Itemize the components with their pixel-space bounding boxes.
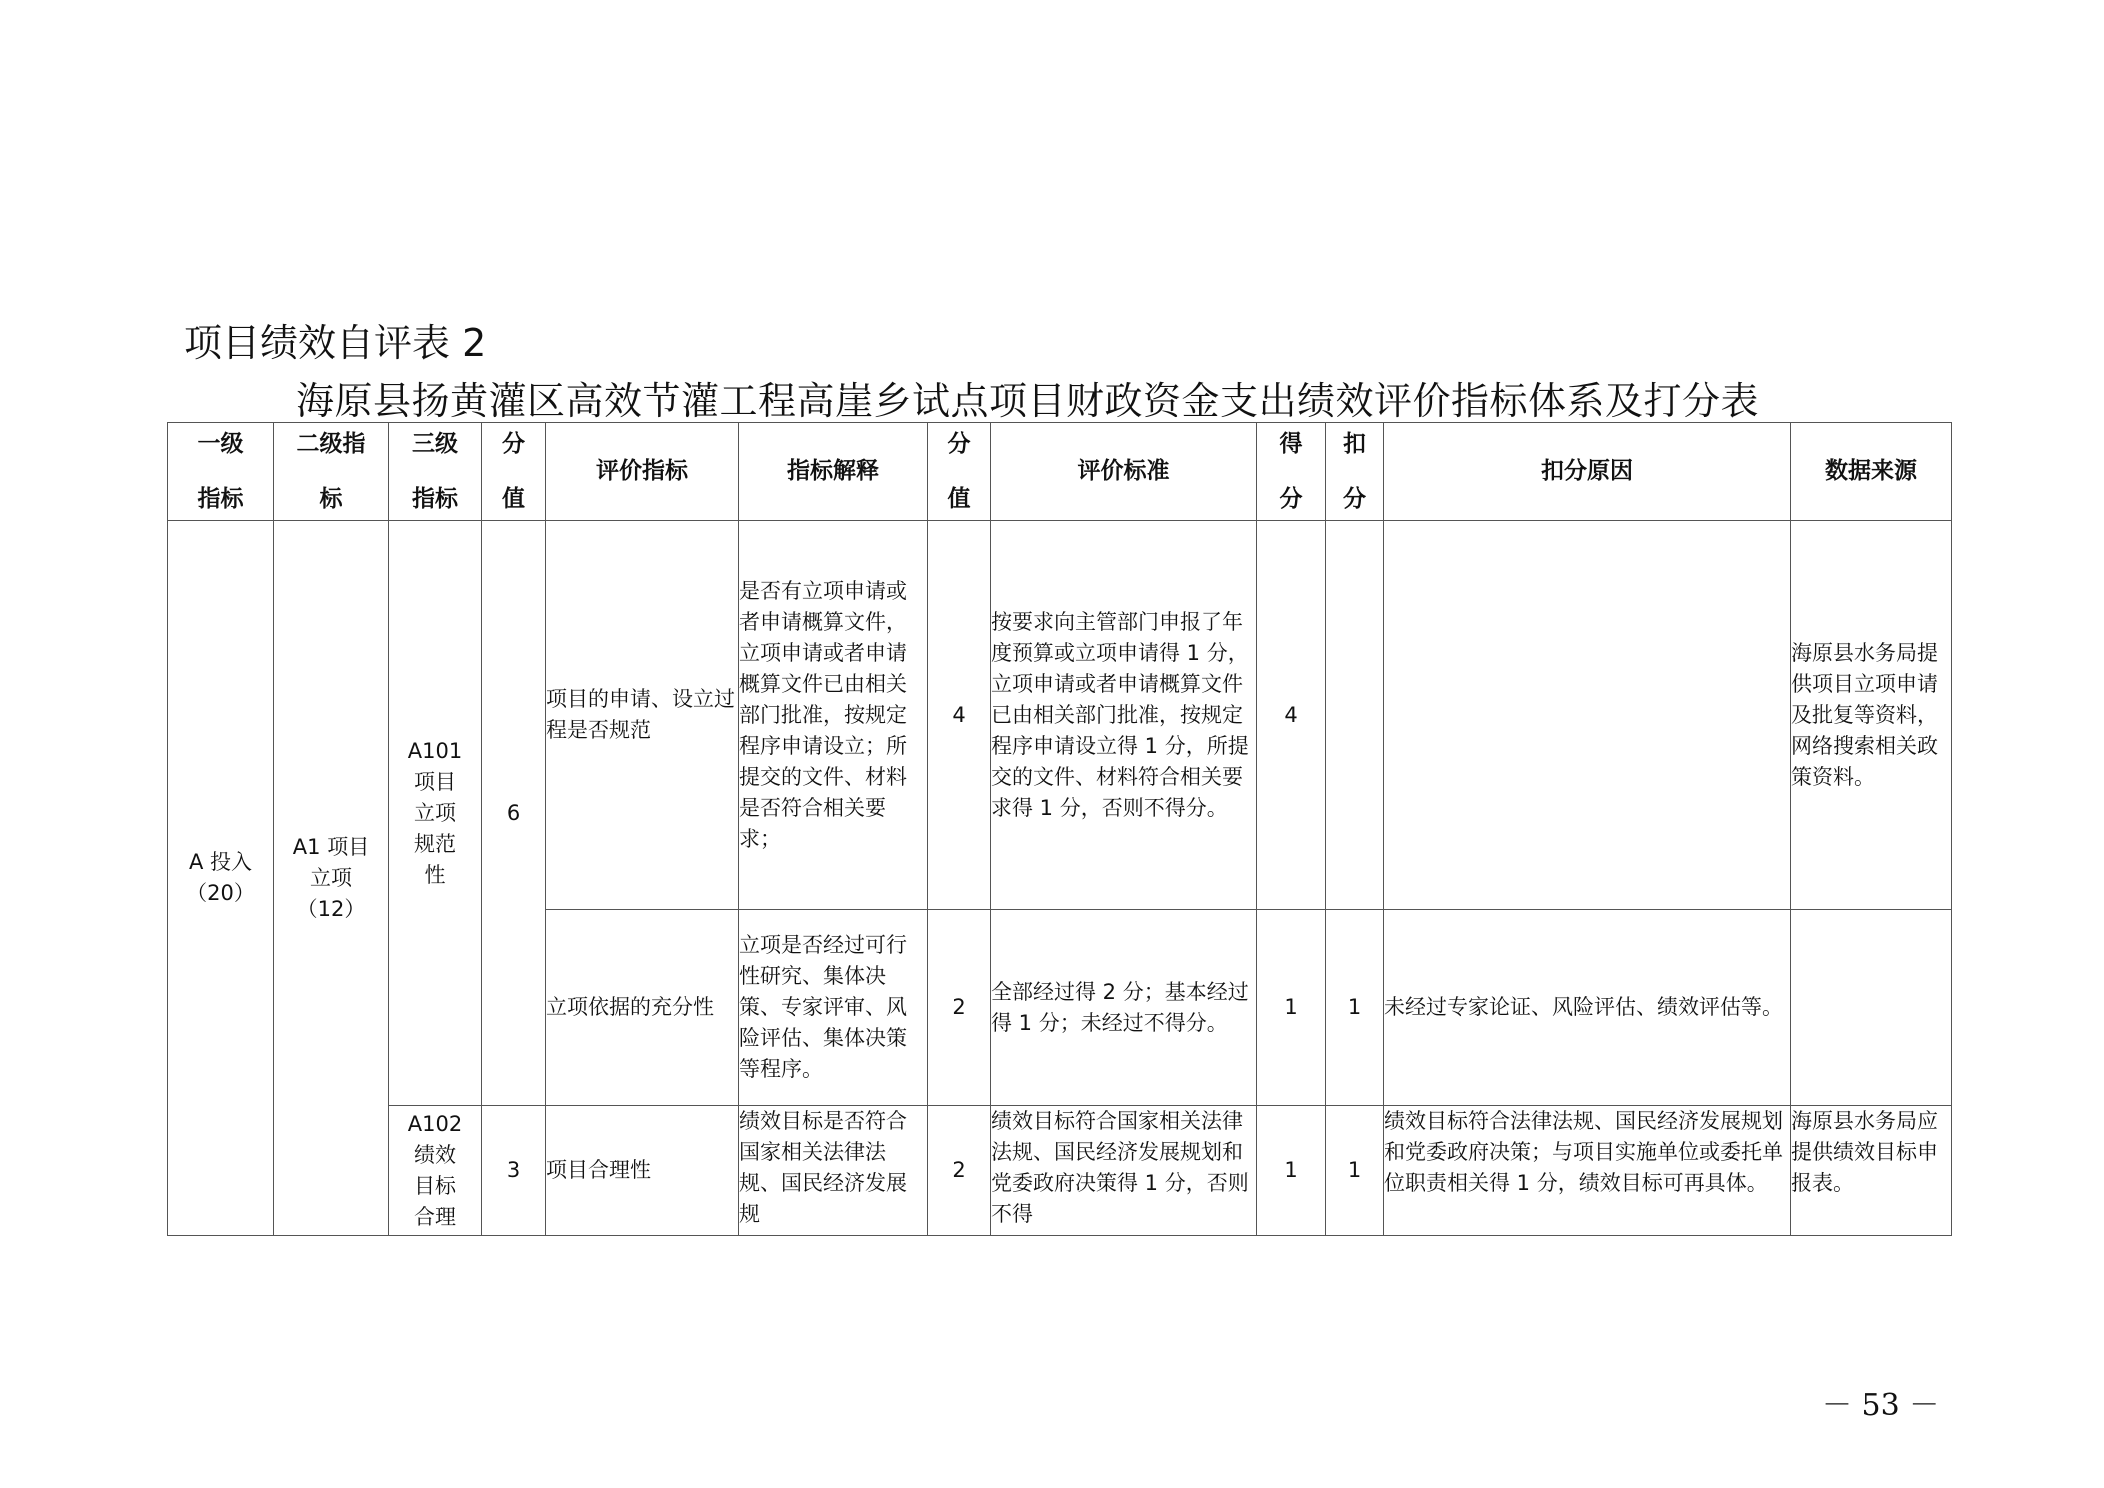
got-cell: 1 (1257, 910, 1326, 1106)
value-cell: 4 (928, 521, 991, 910)
criteria-cell: 全部经过得 2 分；基本经过得 1 分；未经过不得分。 (991, 910, 1257, 1106)
value-cell: 2 (928, 1106, 991, 1236)
got-cell: 1 (1257, 1106, 1326, 1236)
reason-cell: 未经过专家论证、风险评估、绩效评估等。 (1384, 910, 1791, 1106)
header-score: 分 值 (482, 423, 546, 521)
explanation-cell: 是否有立项申请或者申请概算文件，立项申请或者申请概算文件已由相关部门批准，按规定程序申请设立；所提交的文件、材料是否符合相关要求； (739, 521, 928, 910)
level3-cell: A102 绩效 目标 合理 (389, 1106, 482, 1236)
table-row (168, 1106, 1952, 1236)
page-number: － 53 － (1822, 1388, 1940, 1423)
header-reason: 扣分原因 (1384, 423, 1791, 521)
reason-cell (1384, 521, 1791, 910)
level3-cell: A101 项目 立项 规范 性 (389, 521, 482, 1106)
header-indicator: 评价指标 (546, 423, 739, 521)
criteria-cell: 绩效目标符合国家相关法律法规、国民经济发展规划和党委政府决策得 1 分，否则不得 (991, 1106, 1257, 1236)
header-source: 数据来源 (1791, 423, 1952, 521)
deduct-cell: 1 (1326, 1106, 1384, 1236)
score-table (167, 422, 1952, 1236)
criteria-cell: 按要求向主管部门申报了年度预算或立项申请得 1 分，立项申请或者申请概算文件已由相关部门批准，按规定程序申请设立得 1 分，所提交的文件、材料符合相关要求得 1 分，否则不得分。 (991, 521, 1257, 910)
indicator-cell: 项目的申请、设立过程是否规范 (546, 521, 739, 910)
indicator-cell: 项目合理性 (546, 1106, 739, 1236)
level3-score-cell: 3 (482, 1106, 546, 1236)
reason-cell: 绩效目标符合法律法规、国民经济发展规划和党委政府决策；与项目实施单位或委托单位职责相关得 1 分，绩效目标可再具体。 (1384, 1106, 1791, 1236)
source-cell (1791, 910, 1952, 1106)
indicator-cell: 立项依据的充分性 (546, 910, 739, 1106)
header-level2: 二级指 标 (274, 423, 389, 521)
document-title: 海原县扬黄灌区高效节灌工程高崖乡试点项目财政资金支出绩效评价指标体系及打分表 (296, 379, 1760, 423)
header-level3: 三级 指标 (389, 423, 482, 521)
document-label: 项目绩效自评表 2 (184, 321, 487, 365)
level2-cell: A1 项目 立项 （12） (274, 521, 389, 1236)
level3-score-cell: 6 (482, 521, 546, 1106)
header-value: 分 值 (928, 423, 991, 521)
table-row (168, 521, 1952, 910)
header-row (168, 423, 1952, 521)
deduct-cell (1326, 521, 1384, 910)
value-cell: 2 (928, 910, 991, 1106)
header-got: 得 分 (1257, 423, 1326, 521)
header-deduct: 扣 分 (1326, 423, 1384, 521)
header-explanation: 指标解释 (739, 423, 928, 521)
explanation-cell: 绩效目标是否符合国家相关法律法规、国民经济发展规 (739, 1106, 928, 1236)
deduct-cell: 1 (1326, 910, 1384, 1106)
header-level1: 一级 指标 (168, 423, 274, 521)
header-criteria: 评价标准 (991, 423, 1257, 521)
source-cell: 海原县水务局提供项目立项申请及批复等资料，网络搜索相关政策资料。 (1791, 521, 1952, 910)
source-cell: 海原县水务局应提供绩效目标申报表。 (1791, 1106, 1952, 1236)
level1-cell: A 投入 （20） (168, 521, 274, 1236)
got-cell: 4 (1257, 521, 1326, 910)
explanation-cell: 立项是否经过可行性研究、集体决策、专家评审、风险评估、集体决策等程序。 (739, 910, 928, 1106)
